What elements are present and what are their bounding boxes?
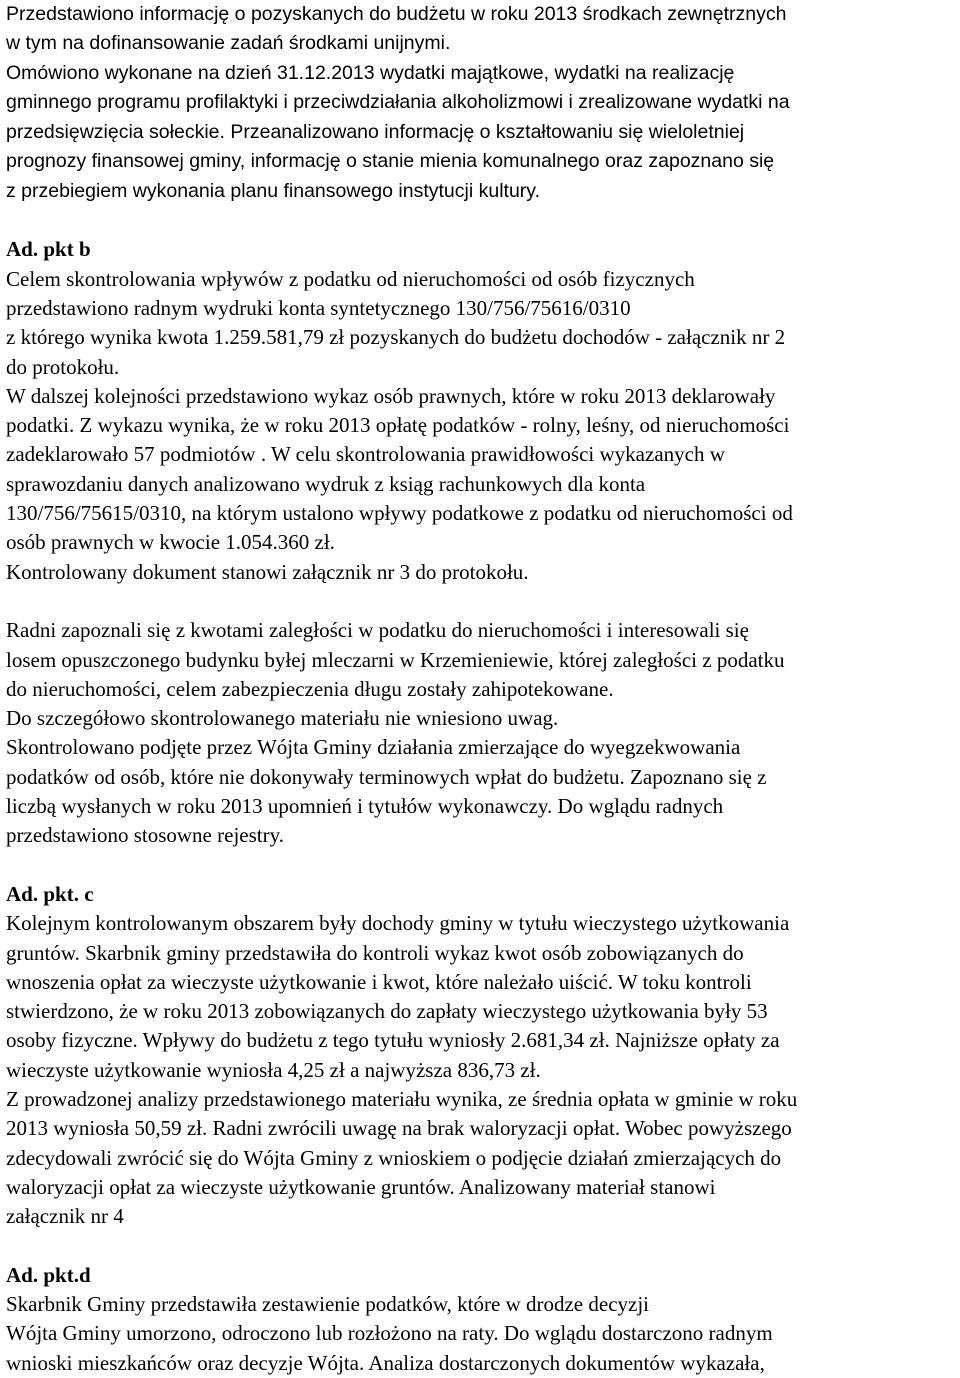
paragraph-line: Kontrolowany dokument stanowi załącznik nr 3 do protokołu.	[6, 559, 529, 584]
paragraph-line: prognozy finansowej gminy, informację o stanie mienia komunalnego oraz zapoznano się	[6, 150, 775, 173]
section-pkt-c	[6, 880, 956, 1232]
paragraph-line: w tym na dofinansowanie zadań środkami unijnymi.	[6, 32, 451, 55]
paragraph-line: Wójta Gminy umorzono, odroczono lub rozłożono na raty. Do wglądu dostarczono radnym	[6, 1321, 773, 1346]
spacer	[6, 206, 956, 235]
paragraph-line: osoby fizyczne. Wpływy do budżetu z tego tytułu wyniosły 2.681,34 zł. Najniższe opłaty za	[6, 1028, 780, 1053]
paragraph-line: losem opuszczonego budynku byłej mleczarni w Krzemieniewie, której zaległości z podatku	[6, 647, 785, 672]
section-heading: Ad. pkt b	[6, 237, 91, 262]
paragraph-line: Do szczegółowo skontrolowanego materiału nie wniesiono uwag.	[6, 706, 559, 731]
paragraph-line: liczbą wysłanych w roku 2013 upomnień i tytułów wykonawczy. Do wglądu radnych	[6, 794, 724, 819]
section-heading: Ad. pkt. c	[6, 881, 94, 906]
paragraph-line: Kolejnym kontrolowanym obszarem były dochody gminy w tytułu wieczystego użytkowania	[6, 911, 790, 936]
paragraph-line: osób prawnych w kwocie 1.054.360 zł.	[6, 530, 335, 555]
spacer	[6, 587, 956, 616]
paragraph-line: waloryzacji opłat za wieczyste użytkowanie gruntów. Analizowany materiał stanowi	[6, 1174, 716, 1199]
section-pkt-b	[6, 235, 956, 587]
paragraph-line: sprawozdaniu danych analizowano wydruk z ksiąg rachunkowych dla konta	[6, 471, 646, 496]
document-page	[6, 0, 956, 1378]
paragraph-line: do protokołu.	[6, 354, 120, 379]
paragraph-line: wieczyste użytkowanie wyniosła 4,25 zł a najwyższa 836,73 zł.	[6, 1057, 541, 1082]
paragraph-line: Omówiono wykonane na dzień 31.12.2013 wydatki majątkowe, wydatki na realizację	[6, 61, 735, 84]
section-heading: Ad. pkt.d	[6, 1262, 91, 1287]
paragraph-line: stwierdzono, że w roku 2013 zobowiązanych do zapłaty wieczystego użytkowania były 53	[6, 999, 768, 1024]
paragraph-line: przedstawiono stosowne rejestry.	[6, 823, 284, 848]
spacer	[6, 851, 956, 880]
paragraph-line: gminnego programu profilaktyki i przeciwdziałania alkoholizmowi i zrealizowane wydatki na	[6, 90, 790, 113]
paragraph-line: do nieruchomości, celem zabezpieczenia długu zostały zahipotekowane.	[6, 676, 614, 701]
spacer	[6, 1231, 956, 1260]
paragraph-line: 2013 wyniosła 50,59 zł. Radni zwrócili uwagę na brak waloryzacji opłat. Wobec powyższego	[6, 1116, 792, 1141]
paragraph-line: Radni zapoznali się z kwotami zaległości w podatku do nieruchomości i interesowali się	[6, 618, 749, 643]
paragraph-text: przedsięwzięcia sołeckie.	[6, 121, 225, 144]
section-pkt-d	[6, 1261, 956, 1378]
paragraph-line	[6, 117, 956, 147]
paragraph-line: W dalszej kolejności przedstawiono wykaz osób prawnych, które w roku 2013 deklarowały	[6, 383, 776, 408]
paragraph-line: podatków od osób, które nie dokonywały terminowych wpłat do budżetu. Zapoznano się z	[6, 764, 767, 789]
paragraph-line: Przedstawiono informację o pozyskanych do budżetu w roku 2013 środkach zewnętrznych	[6, 3, 787, 25]
paragraph-line: z którego wynika kwota 1.259.581,79 zł pozyskanych do budżetu dochodów - załącznik nr 2	[6, 325, 786, 350]
paragraph-line: z przebiegiem wykonania planu finansowego instytucji kultury.	[6, 179, 541, 202]
paragraph-line: Celem skontrolowania wpływów z podatku od nieruchomości od osób fizycznych	[6, 266, 695, 291]
paragraph-line: podatki. Z wykazu wynika, że w roku 2013 opłatę podatków - rolny, leśny, od nieruchomości	[6, 413, 790, 438]
paragraph-line: Z prowadzonej analizy przedstawionego materiału wynika, ze średnia opłata w gminie w roku	[6, 1086, 798, 1111]
paragraph-line: zadeklarowało 57 podmiotów . W celu skontrolowania prawidłowości wykazanych w	[6, 442, 725, 467]
paragraph-line: załącznik nr 4	[6, 1204, 124, 1229]
paragraph-line: wnoszenia opłat za wieczyste użytkowanie i kwot, które należało uiścić. W toku kontroli	[6, 969, 752, 994]
paragraph-line: Skontrolowano podjęte przez Wójta Gminy działania zmierzające do wyegzekwowania	[6, 735, 741, 760]
paragraph-line: zdecydowali zwrócić się do Wójta Gminy z wnioskiem o podjęcie działań zmierzających do	[6, 1145, 782, 1170]
section-arrears	[6, 616, 956, 850]
paragraph-line: przedstawiono radnym wydruki konta syntetycznego 130/756/75616/0310	[6, 295, 631, 320]
paragraph-line: wnioski mieszkańców oraz decyzje Wójta. Analiza dostarczonych dokumentów wykazała,	[6, 1350, 765, 1375]
paragraph-text: Przeanalizowano informację o kształtowaniu się wieloletniej	[224, 121, 745, 144]
paragraph-line: 130/756/75615/0310, na którym ustalono wpływy podatkowe z podatku od nieruchomości od	[6, 501, 793, 526]
paragraph-line: Skarbnik Gminy przedstawiła zestawienie podatków, które w drodze decyzji	[6, 1292, 650, 1317]
paragraph-line: gruntów. Skarbnik gminy przedstawiła do kontroli wykaz kwot osób zobowiązanych do	[6, 940, 744, 965]
section-budget-info	[6, 0, 956, 206]
